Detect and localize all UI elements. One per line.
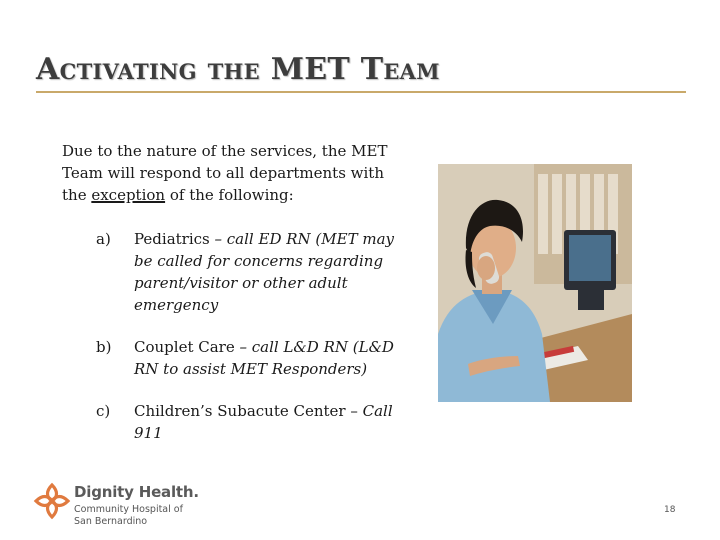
- list-marker: a): [96, 230, 111, 248]
- brand-sub-line-1: Community Hospital of: [74, 504, 183, 515]
- item-separator: –: [209, 230, 227, 248]
- nurse-photo: [438, 164, 632, 402]
- item-label: Couplet Care: [134, 338, 235, 356]
- exception-list: [96, 228, 416, 444]
- page-number: 18: [664, 505, 676, 515]
- list-item: [96, 400, 416, 444]
- item-note: call ED RN (MET may be called for concerns regarding parent/visitor or other adult emergency: [134, 230, 394, 314]
- item-note: call L&D RN (L&D RN to assist MET Responders): [134, 338, 394, 378]
- slide-title: Activating the MET Team: [36, 52, 440, 87]
- item-label: Pediatrics: [134, 230, 210, 248]
- item-note: Call 911: [134, 402, 393, 442]
- dignity-health-logo-icon: [32, 481, 76, 521]
- nurse-at-desk-illustration: [438, 164, 632, 402]
- item-separator: –: [234, 338, 252, 356]
- item-separator: –: [345, 402, 363, 420]
- list-item: [96, 336, 416, 380]
- intro-after: of the following:: [165, 186, 294, 204]
- brand-trademark: .: [193, 483, 199, 501]
- list-marker: c): [96, 402, 111, 420]
- intro-before: Due to the nature of the services, the MET Team will respond to all departments with the: [62, 142, 388, 204]
- intro-keyword: exception: [91, 186, 166, 204]
- title-divider: [36, 91, 686, 93]
- brand-subtitle: [74, 504, 183, 528]
- item-label: Children’s Subacute Center: [134, 402, 346, 420]
- brand-sub-line-2: San Bernardino: [74, 516, 148, 527]
- brand-name: [74, 483, 199, 501]
- intro-text: [62, 140, 412, 206]
- list-item: [96, 228, 416, 316]
- list-marker: b): [96, 338, 112, 356]
- brand-name-text: Dignity Health: [74, 483, 194, 501]
